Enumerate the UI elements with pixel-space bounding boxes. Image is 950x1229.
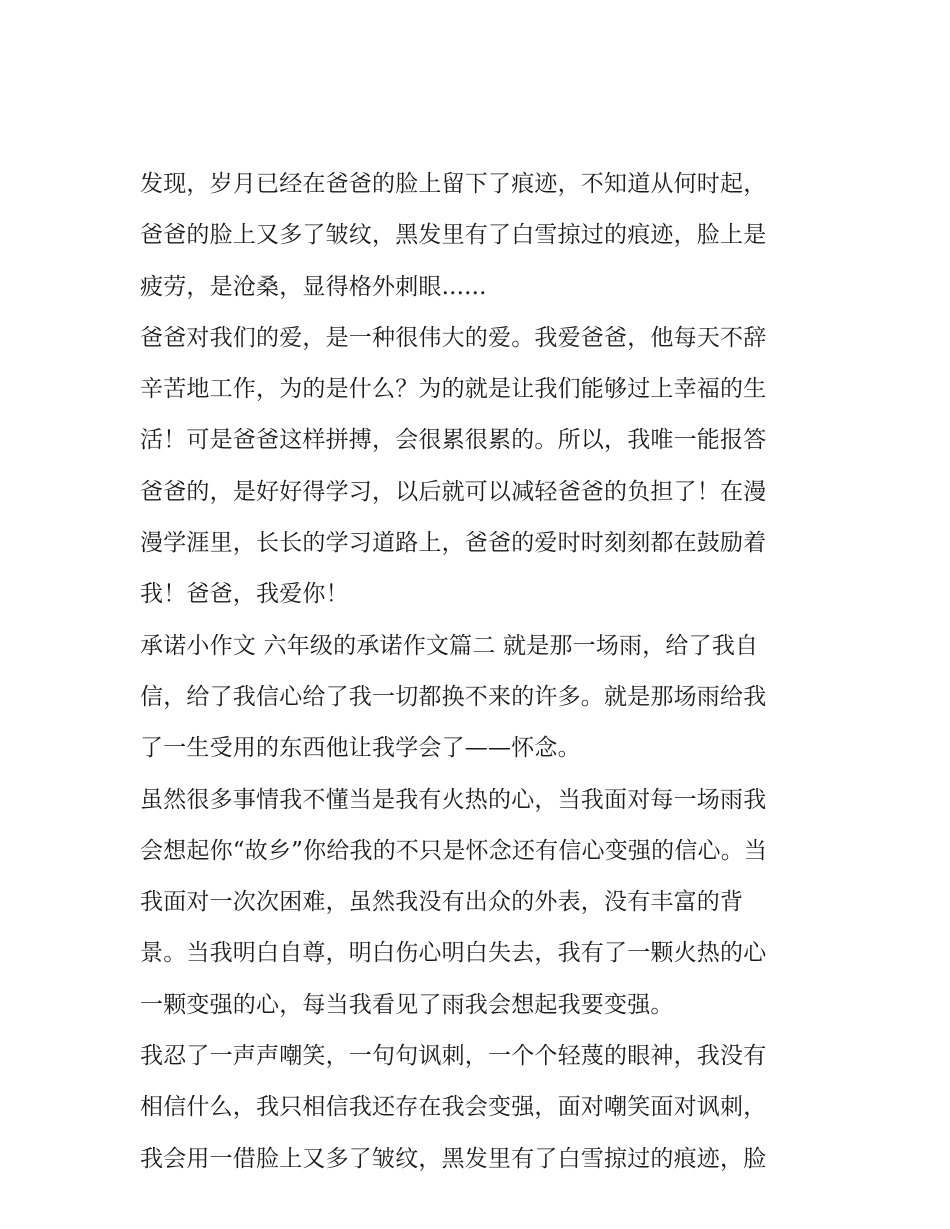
text-line: 信，给了我信心给了我一切都换不来的许多。就是那场雨给我 bbox=[140, 683, 767, 710]
text-line: 我会用一借脸上又多了皱纹，黑发里有了白雪掠过的痕迹，脸 bbox=[140, 1145, 767, 1172]
text-line: 会想起你“故乡”你给我的不只是怀念还有信心变强的信心。当 bbox=[140, 837, 768, 864]
text-line: 一颗变强的心，每当我看见了雨我会想起我要变强。 bbox=[140, 991, 674, 1018]
text-line: 承诺小作文 六年级的承诺作文篇二 就是那一场雨，给了我自 bbox=[140, 632, 759, 659]
text-line: 发现，岁月已经在爸爸的脸上留下了痕迹，不知道从何时起， bbox=[140, 171, 767, 197]
text-line: 活！可是爸爸这样拼搏，会很累很累的。所以，我唯一能报答 bbox=[140, 427, 767, 454]
text-line: 爸爸对我们的爱，是一种很伟大的爱。我爱爸爸，他每天不辞 bbox=[140, 324, 767, 351]
text-line: 爸爸的，是好好得学习，以后就可以减轻爸爸的负担了！在漫 bbox=[140, 478, 767, 505]
text-line: 辛苦地工作，为的是什么？为的就是让我们能够过上幸福的生 bbox=[140, 376, 767, 403]
text-line: 了一生受用的东西他让我学会了——怀念。 bbox=[140, 735, 581, 762]
text-line: 我面对一次次困难，虽然我没有出众的外表，没有丰富的背 bbox=[140, 889, 744, 916]
essay-text bbox=[140, 159, 820, 1185]
text-line: 相信什么，我只相信我还存在我会变强，面对嘲笑面对讽刺， bbox=[140, 1094, 767, 1121]
text-line: 漫学涯里，长长的学习道路上，爸爸的爱时时刻刻都在鼓励着 bbox=[140, 530, 767, 557]
text-line: 虽然很多事情我不懂当是我有火热的心，当我面对每一场雨我 bbox=[140, 786, 767, 813]
text-line: 我忍了一声声嘲笑，一句句讽刺，一个个轻蔑的眼神，我没有 bbox=[140, 1043, 767, 1070]
text-line: 爸爸的脸上又多了皱纹，黑发里有了白雪掠过的痕迹，脸上是 bbox=[140, 222, 767, 249]
text-line: 疲劳，是沧桑，显得格外刺眼...... bbox=[140, 273, 487, 300]
text-line: 景。当我明白自尊，明白伤心明白失去，我有了一颗火热的心 bbox=[140, 940, 767, 967]
text-line: 我！爸爸，我爱你！ bbox=[140, 581, 349, 608]
